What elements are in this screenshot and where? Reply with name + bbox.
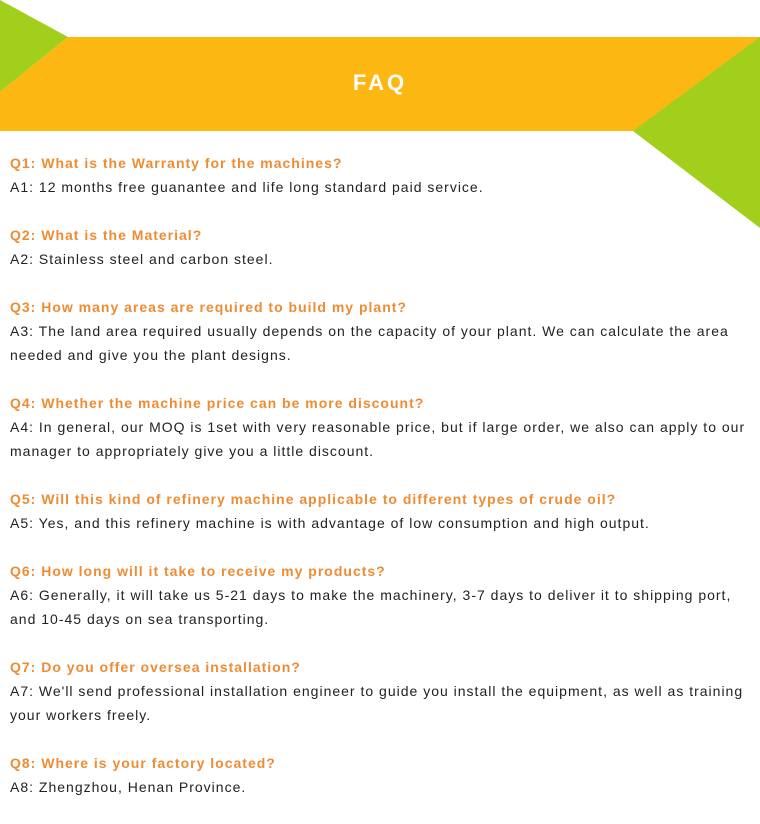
faq-list	[10, 151, 752, 823]
faq-answer: A1: 12 months free guanantee and life long standard paid service.	[10, 179, 484, 195]
faq-question: Q5: Will this kind of refinery machine applicable to different types of crude oil?	[10, 491, 617, 507]
faq-item	[10, 151, 752, 199]
faq-answer: A3: The land area required usually depends on the capacity of your plant. We can calculate the area needed and give you the plant designs.	[10, 323, 729, 363]
faq-item	[10, 559, 752, 631]
faq-answer: A8: Zhengzhou, Henan Province.	[10, 779, 247, 795]
faq-answer: A6: Generally, it will take us 5-21 days to make the machinery, 3-7 days to deliver it to shipping port, and 10-45 days on sea transporting.	[10, 587, 732, 627]
faq-question: Q7: Do you offer oversea installation?	[10, 659, 301, 675]
faq-answer: A7: We'll send professional installation engineer to guide you install the equipment, as well as training your workers freely.	[10, 683, 744, 723]
faq-item	[10, 391, 752, 463]
faq-item	[10, 223, 752, 271]
faq-question: Q6: How long will it take to receive my products?	[10, 563, 386, 579]
faq-question: Q8: Where is your factory located?	[10, 755, 276, 771]
faq-item	[10, 295, 752, 367]
faq-item	[10, 751, 752, 799]
faq-answer: A2: Stainless steel and carbon steel.	[10, 251, 274, 267]
faq-question: Q2: What is the Material?	[10, 227, 203, 243]
faq-question: Q3: How many areas are required to build my plant?	[10, 299, 407, 315]
faq-item	[10, 655, 752, 727]
page-title: FAQ	[352, 70, 408, 95]
faq-item	[10, 487, 752, 535]
faq-answer: A5: Yes, and this refinery machine is with advantage of low consumption and high output.	[10, 515, 650, 531]
faq-answer: A4: In general, our MOQ is 1set with very reasonable price, but if large order, we also can apply to our manager to appropriately give you a little discount.	[10, 419, 746, 459]
faq-question: Q4: Whether the machine price can be more discount?	[10, 395, 425, 411]
faq-question: Q1: What is the Warranty for the machines?	[10, 155, 343, 171]
